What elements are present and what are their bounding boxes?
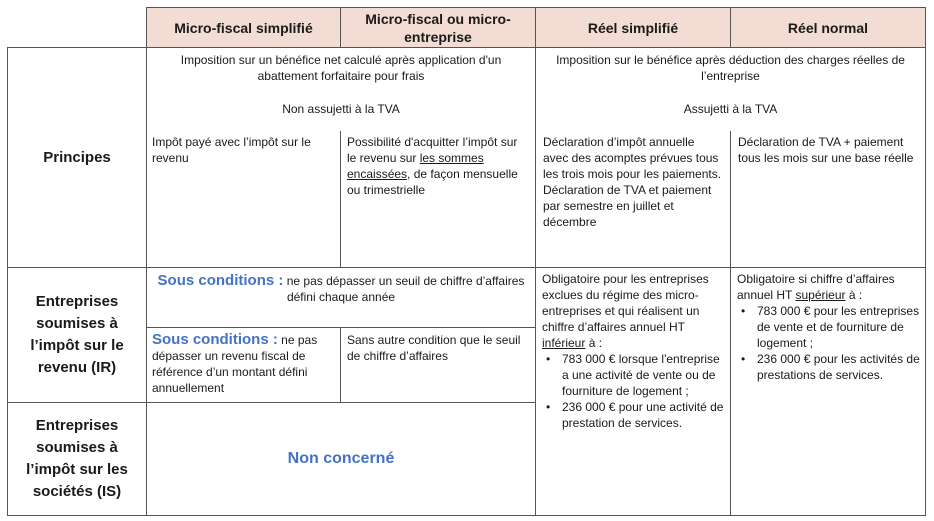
ir-condition-1 <box>152 273 530 305</box>
principes-micro-text-2: Non assujetti à la TVA <box>282 102 400 116</box>
list-item: • 236 000 € pour une activité de prestation de services. <box>562 399 726 431</box>
principes-micro-simplifie-cell: Impôt payé avec l’impôt sur le revenu <box>152 135 311 165</box>
principes-reel-simplifie-cell <box>543 134 723 230</box>
c4-intro <box>737 271 921 303</box>
c3-intro <box>542 271 726 351</box>
c4-list <box>737 303 921 383</box>
ir-cond1-text: ne pas dépasser un seuil de chiffre d’affaires défini chaque année <box>283 274 525 304</box>
c2-underlined: les sommes encaissées <box>347 151 484 181</box>
list-item: • 783 000 € pour les entreprises de vente et de fourniture de logement ; <box>757 303 921 351</box>
principes-micro-entreprise-cell <box>347 134 530 198</box>
c4-intro-b: à : <box>845 288 863 302</box>
reel-simplifie-obligation <box>542 271 726 431</box>
c4-intro-a: Obligatoire si chiffre d’affaires annuel HT <box>737 272 895 302</box>
ir-cond2-label: Sous conditions : <box>152 331 278 348</box>
list-item: • 783 000 € lorsque l'entreprise a une activité de vente ou de fourniture de logement ; <box>562 351 726 399</box>
non-concerne-label: Non concerné <box>287 450 395 467</box>
c3-intro-a: Obligatoire pour les entreprises exclues du régime des micro-entreprises et qui réalisent un chiffre d’affaires annuel HT <box>542 272 709 334</box>
c2-text-a: Possibilité d'acquitter l’impôt sur le revenu sur <box>347 135 518 165</box>
principes-reel-text-1: Imposition sur le bénéfice après déduction des charges réelles de l’entreprise <box>556 53 905 83</box>
c3-list <box>542 351 726 431</box>
header-micro-fiscal-simplifie: Micro-fiscal simplifié <box>146 7 341 48</box>
reel-normal-obligation <box>737 271 921 383</box>
ir-cond1-label: Sous conditions : <box>157 272 284 289</box>
ir-condition-2 <box>152 332 336 396</box>
c3-text-a: Déclaration d’impôt annuelle avec des acomptes prévues tous les trois mois pour les paiements. <box>543 135 722 181</box>
ir-cond2-text: ne pas dépasser un revenu fiscal de référence d’un montant défini annuellement <box>152 333 318 395</box>
row-header-ir: Entreprises soumises à l’impôt sur le revenu (IR) <box>7 267 147 403</box>
c3-intro-b: à : <box>585 336 603 350</box>
c2-text-b: , de façon mensuelle ou trimestrielle <box>347 167 518 197</box>
row-header-is: Entreprises soumises à l’impôt sur les sociétés (IS) <box>7 402 147 516</box>
ir-micro-entreprise-text: Sans autre condition que le seuil de chiffre d’affaires <box>347 333 521 363</box>
c3-intro-u: inférieur <box>542 336 586 350</box>
list-item: • 236 000 € pour les activités de prestations de services. <box>757 351 921 383</box>
header-micro-entreprise: Micro-fiscal ou micro-entreprise <box>340 7 536 48</box>
principes-micro-text-1: Imposition sur un bénéfice net calculé après application d'un abattement forfaitaire pour frais <box>180 53 502 83</box>
principes-reel-normal-cell: Déclaration de TVA + paiement tous les mois sur une base réelle <box>738 135 914 165</box>
c3-text-b: Déclaration de TVA et paiement par semestre en juillet et décembre <box>543 183 712 229</box>
principes-reel-text-2: Assujetti à la TVA <box>683 102 778 116</box>
row-header-principes: Principes <box>7 47 147 268</box>
header-reel-normal: Réel normal <box>730 7 926 48</box>
header-reel-simplifie: Réel simplifié <box>535 7 731 48</box>
c4-intro-u: supérieur <box>795 288 846 302</box>
